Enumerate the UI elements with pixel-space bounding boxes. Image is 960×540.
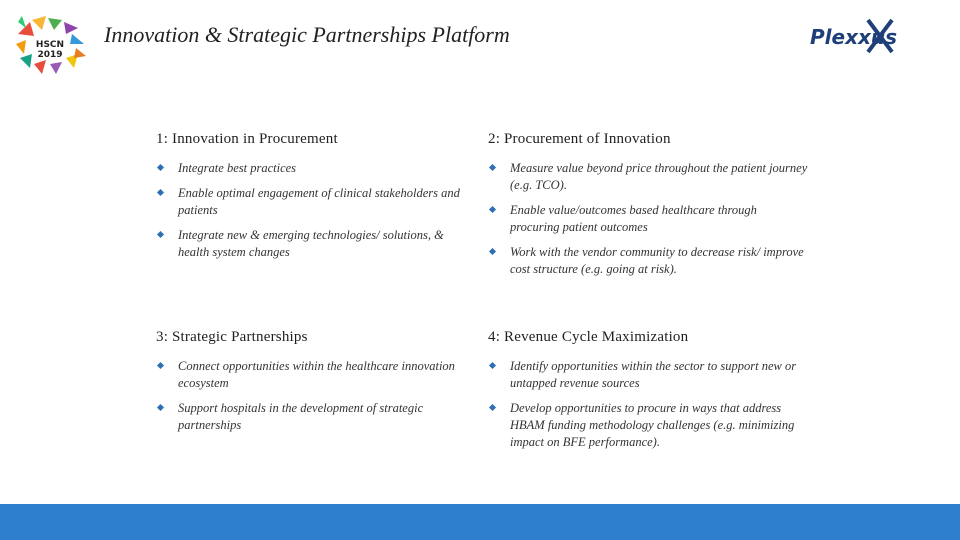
bullet-icon: [489, 362, 496, 369]
page-title: Innovation & Strategic Partnerships Platform: [104, 22, 510, 47]
list-item: Support hospitals in the development of strategic partnerships: [156, 400, 476, 434]
bullet-icon: [157, 164, 164, 171]
bullet-icon: [157, 189, 164, 196]
event-logo-line2: 2019: [37, 50, 63, 60]
list-item: Integrate best practices: [156, 160, 476, 177]
bullet-list: [156, 358, 476, 434]
section-title: 1: Innovation in Procurement: [156, 131, 338, 147]
section-innovation-in-procurement: [156, 131, 476, 269]
plexxus-logo: [806, 14, 926, 58]
bullet-icon: [157, 362, 164, 369]
bullet-icon: [157, 231, 164, 238]
list-item: Identify opportunities within the sector to support new or untapped revenue sources: [488, 358, 808, 392]
bullet-list: [488, 160, 808, 278]
section-procurement-of-innovation: [488, 131, 808, 286]
bullet-icon: [157, 404, 164, 411]
bullet-icon: [489, 206, 496, 213]
section-title: 3: Strategic Partnerships: [156, 329, 308, 345]
section-revenue-cycle-maximization: [488, 329, 808, 459]
hscn-2019-logo: [12, 14, 88, 78]
bullet-icon: [489, 164, 496, 171]
section-title: 4: Revenue Cycle Maximization: [488, 329, 689, 345]
bullet-icon: [489, 404, 496, 411]
list-item: Measure value beyond price throughout the patient journey (e.g. TCO).: [488, 160, 808, 194]
list-item: Connect opportunities within the healthcare innovation ecosystem: [156, 358, 476, 392]
section-strategic-partnerships: [156, 329, 476, 442]
list-item: Integrate new & emerging technologies/ solutions, & health system changes: [156, 227, 476, 261]
bullet-icon: [489, 248, 496, 255]
event-logo-line1: HSCN: [35, 40, 65, 50]
bullet-list: [156, 160, 476, 261]
footer-bar: [0, 504, 960, 540]
list-item: Enable optimal engagement of clinical stakeholders and patients: [156, 185, 476, 219]
bullet-list: [488, 358, 808, 451]
list-item: Develop opportunities to procure in ways that address HBAM funding methodology challenges (e.g. minimizing impact on BFE performance).: [488, 400, 808, 451]
section-title: 2: Procurement of Innovation: [488, 131, 671, 147]
brand-name: Plexxus: [810, 25, 898, 49]
list-item: Work with the vendor community to decrease risk/ improve cost structure (e.g. going at risk).: [488, 244, 808, 278]
list-item: Enable value/outcomes based healthcare through procuring patient outcomes: [488, 202, 808, 236]
